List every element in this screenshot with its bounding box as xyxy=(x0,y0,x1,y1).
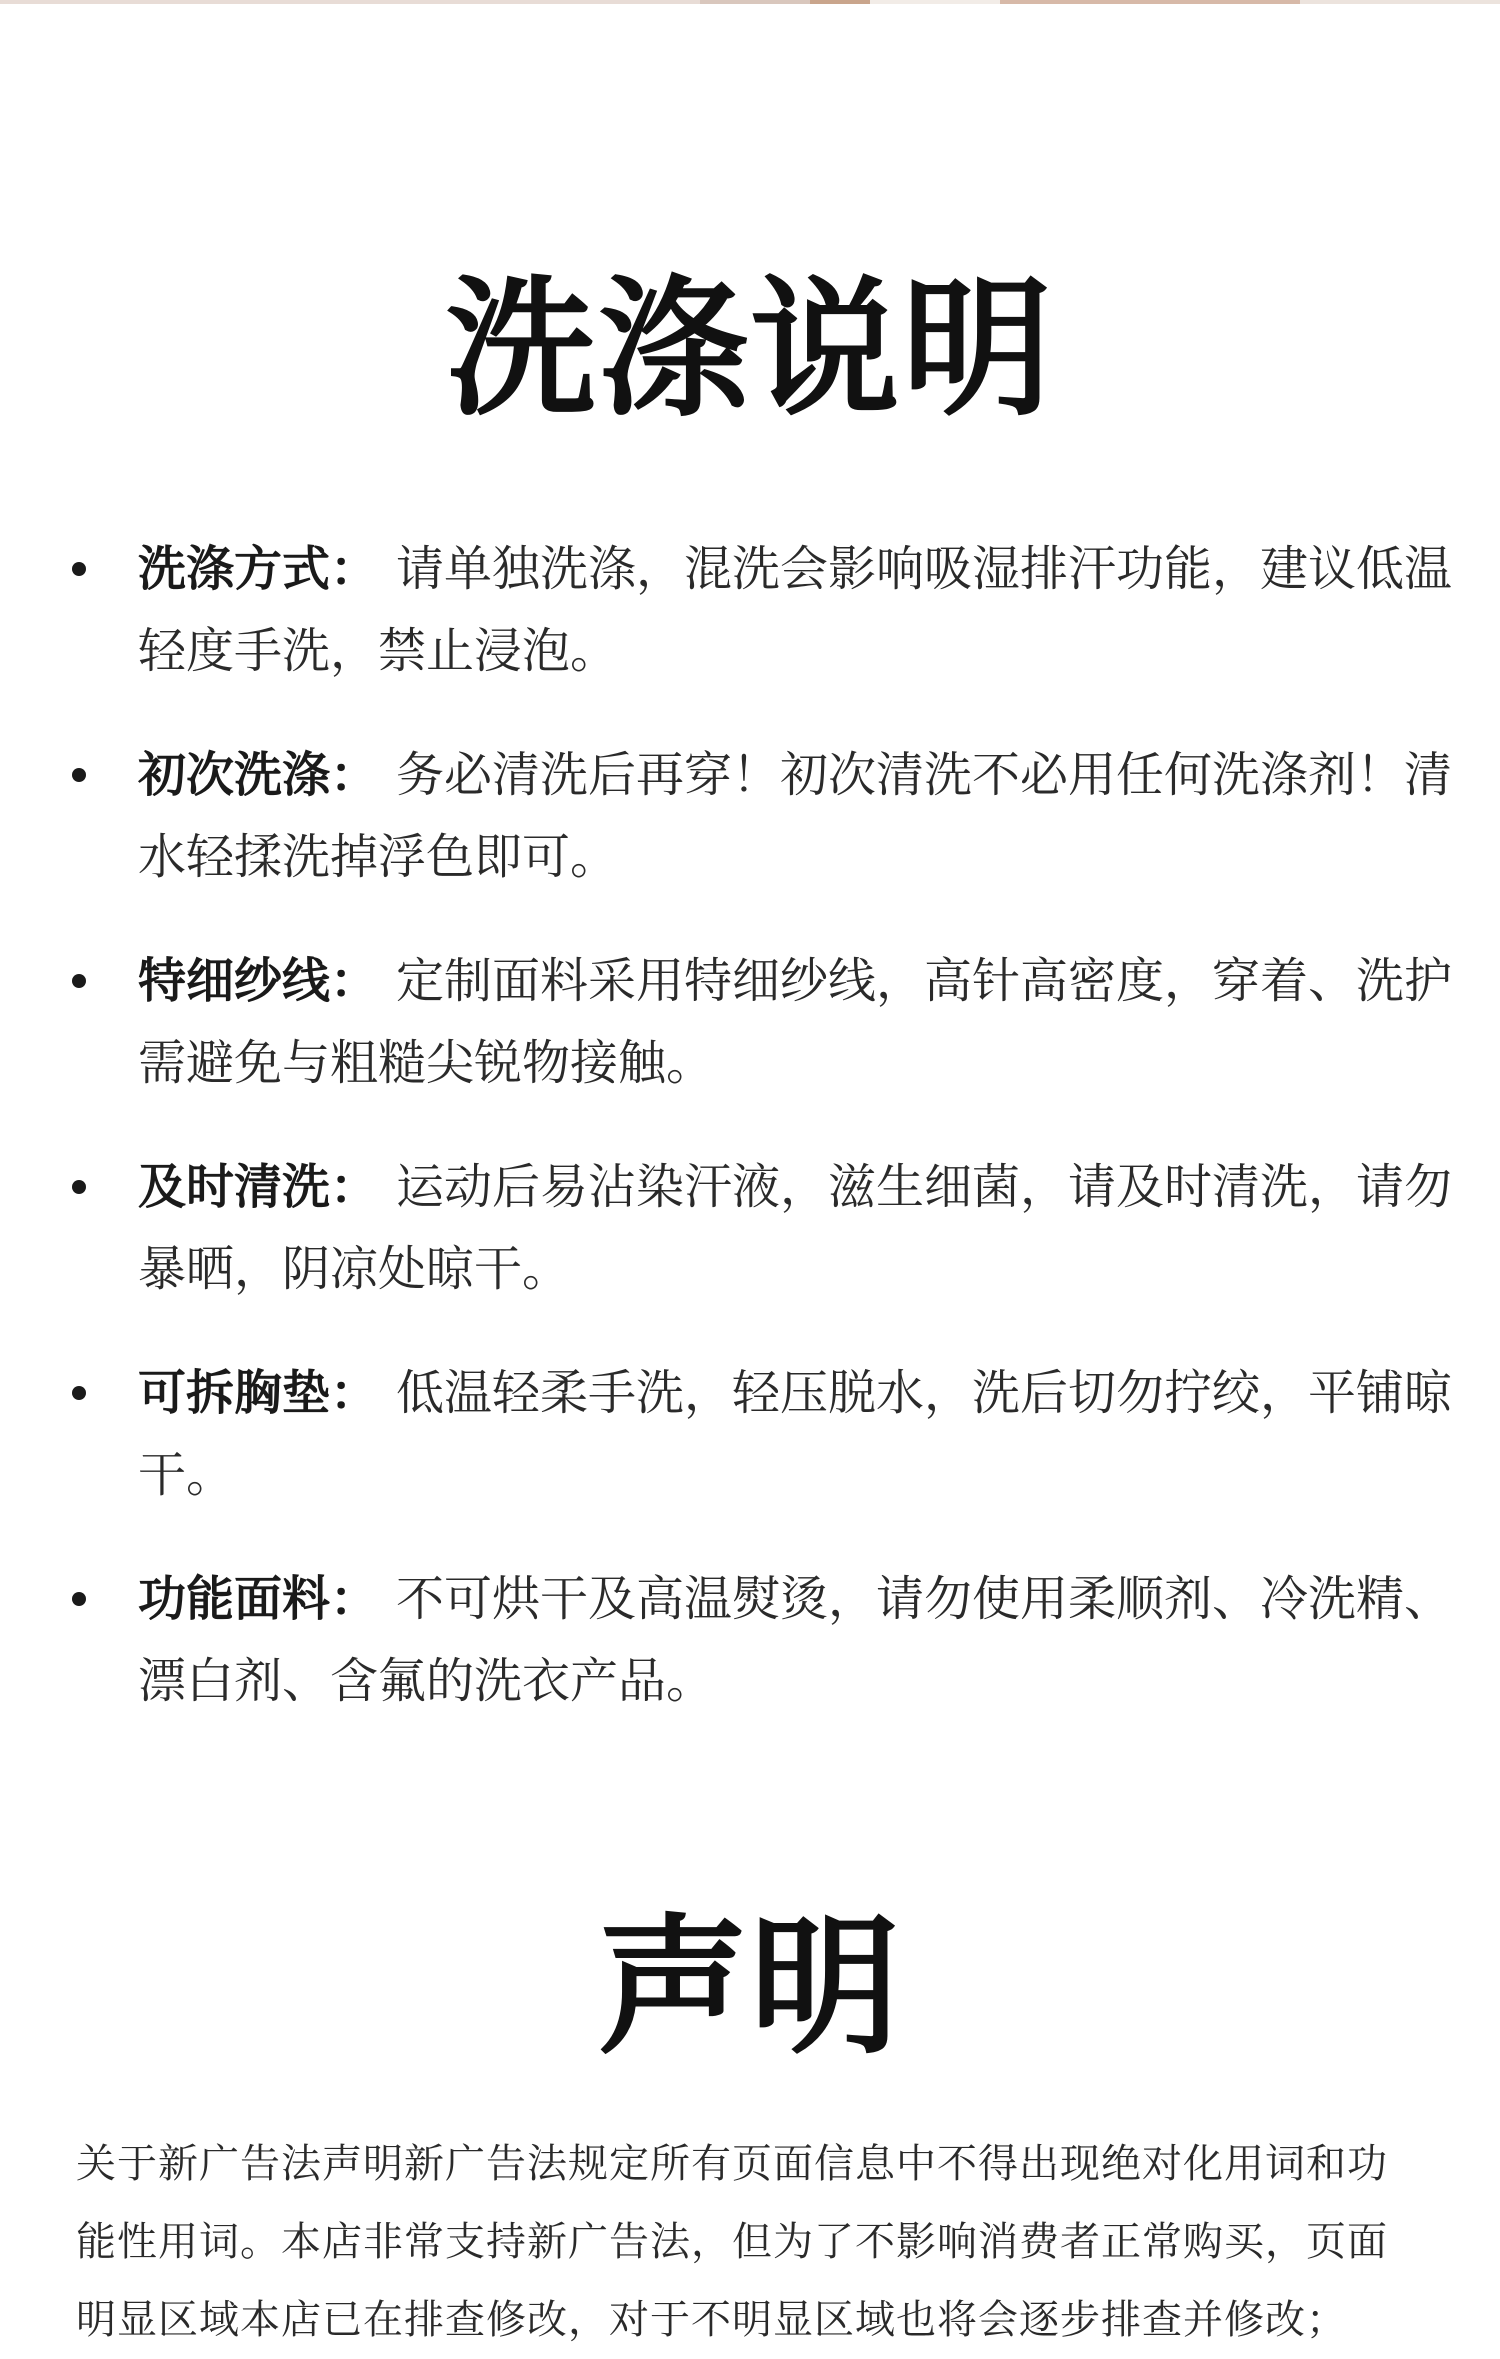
top-image-edge xyxy=(0,0,1500,4)
bullet-icon xyxy=(72,1592,86,1606)
care-item xyxy=(60,1352,1460,1558)
care-item xyxy=(60,734,1460,940)
care-item-label: 初次洗涤 xyxy=(138,747,331,803)
care-item-text: 定制面料采用特细纱线，高针高密度，穿着、洗护需避免与粗糙尖锐物接触。 xyxy=(138,953,1453,1091)
care-item-text: 务必清洗后再穿！初次清洗不必用任何洗涤剂！清水轻揉洗掉浮色即可。 xyxy=(138,747,1453,885)
strip-segment xyxy=(0,0,700,4)
care-item-label: 及时清洗 xyxy=(138,1159,331,1215)
care-item-label: 特细纱线 xyxy=(138,953,331,1009)
care-item-colon: ： xyxy=(330,1159,379,1215)
care-item-label: 功能面料 xyxy=(138,1571,331,1627)
care-item-colon: ： xyxy=(330,747,379,803)
care-item xyxy=(60,1558,1460,1764)
strip-segment xyxy=(870,0,1000,4)
wash-instructions-title: 洗涤说明 xyxy=(445,263,1054,437)
care-item-label: 洗涤方式 xyxy=(138,541,331,597)
care-item-text: 请单独洗涤，混洗会影响吸湿排汗功能，建议低温轻度手洗，禁止浸泡。 xyxy=(138,541,1453,679)
care-item-label: 可拆胸垫 xyxy=(138,1365,331,1421)
care-item xyxy=(60,528,1460,734)
strip-segment xyxy=(1000,0,1300,4)
strip-segment xyxy=(810,0,870,4)
care-item-text: 运动后易沾染汗液，滋生细菌，请及时清洗，请勿暴晒，阴凉处晾干。 xyxy=(138,1159,1453,1297)
care-item-colon: ： xyxy=(330,1365,379,1421)
care-item-text: 不可烘干及高温熨烫，请勿使用柔顺剂、冷洗精、漂白剂、含氟的洗衣产品。 xyxy=(138,1571,1453,1709)
care-item-text: 低温轻柔手洗，轻压脱水，洗后切勿拧绞，平铺晾干。 xyxy=(138,1365,1453,1503)
care-item xyxy=(60,940,1460,1146)
bullet-icon xyxy=(72,1386,86,1400)
notice-title: 声明 xyxy=(597,1901,902,2075)
bullet-icon xyxy=(72,1180,86,1194)
wash-instructions-list xyxy=(60,528,1460,1764)
bullet-icon xyxy=(72,974,86,988)
bullet-icon xyxy=(72,768,86,782)
strip-segment xyxy=(700,0,810,4)
care-item xyxy=(60,1146,1460,1352)
notice-body: 关于新广告法声明新广告法规定所有页面信息中不得出现绝对化用词和功能性用词。本店非常支持新广告法，但为了不影响消费者正常购买，页面明显区域本店已在排查修改，对于不明显区域也将会逐步排查并修改； xyxy=(76,2141,1388,2343)
care-item-colon: ： xyxy=(330,953,379,1009)
care-item-colon: ： xyxy=(330,1571,379,1627)
care-item-colon: ： xyxy=(330,541,379,597)
bullet-icon xyxy=(72,562,86,576)
strip-segment xyxy=(1300,0,1500,4)
